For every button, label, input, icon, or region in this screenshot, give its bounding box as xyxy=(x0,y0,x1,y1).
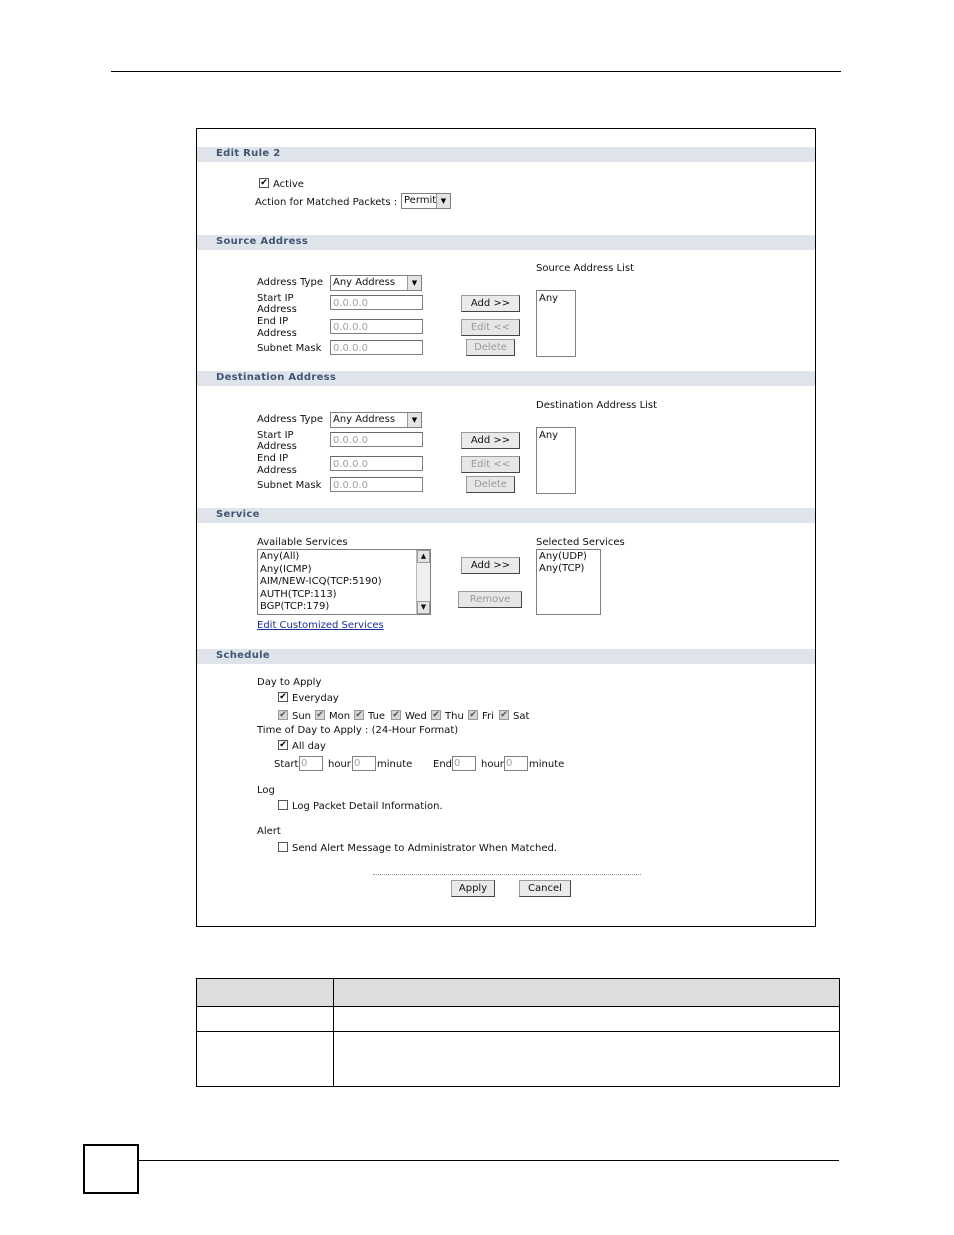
page-number-box xyxy=(83,1144,139,1194)
schedule-title: Schedule xyxy=(216,650,270,661)
destination-address-type-value: Any Address xyxy=(333,414,396,425)
allday-label: All day xyxy=(292,741,326,752)
destination-edit-button[interactable]: Edit << xyxy=(461,456,520,473)
log-checkbox[interactable] xyxy=(278,800,288,810)
table-header-cell xyxy=(197,979,334,1007)
list-item[interactable]: BGP(TCP:179) xyxy=(260,601,330,612)
list-item[interactable]: Any(ICMP) xyxy=(260,563,312,575)
sat-checkbox[interactable]: ✔ xyxy=(500,710,508,720)
source-end-ip-label-2: Address xyxy=(257,328,297,339)
list-item[interactable]: Any(All) xyxy=(260,551,300,562)
destination-delete-button[interactable]: Delete xyxy=(466,476,515,493)
scrollbar[interactable] xyxy=(416,550,430,614)
edit-rule-header xyxy=(197,147,815,162)
source-start-ip-label: Start IP xyxy=(257,293,294,304)
start-hour-input[interactable]: 0 xyxy=(299,756,323,771)
table-cell xyxy=(197,1032,334,1087)
end-minute-input[interactable]: 0 xyxy=(504,756,528,771)
available-services-label: Available Services xyxy=(257,537,348,548)
source-address-header xyxy=(197,235,815,250)
day-to-apply-label: Day to Apply xyxy=(257,677,322,688)
destination-end-ip-label-2: Address xyxy=(257,465,297,476)
alert-label: Alert xyxy=(257,826,281,837)
destination-subnet-label: Subnet Mask xyxy=(257,480,322,491)
end-hour-input[interactable]: 0 xyxy=(452,756,476,771)
source-address-type-value: Any Address xyxy=(333,277,396,288)
destination-address-list[interactable] xyxy=(536,427,576,494)
sun-checkbox[interactable]: ✔ xyxy=(279,710,287,720)
chevron-down-icon: ▼ xyxy=(407,413,421,427)
table-cell xyxy=(197,1007,334,1032)
log-label: Log xyxy=(257,785,275,796)
source-subnet-input[interactable]: 0.0.0.0 xyxy=(330,340,423,355)
edit-customized-services-link[interactable]: Edit Customized Services xyxy=(257,620,384,631)
source-end-ip-input[interactable]: 0.0.0.0 xyxy=(330,319,423,334)
destination-list-title: Destination Address List xyxy=(536,400,658,411)
chevron-down-icon: ▼ xyxy=(407,276,421,290)
edit-rule-title: Edit Rule 2 xyxy=(216,148,281,159)
list-item[interactable]: AIM/NEW-ICQ(TCP:5190) xyxy=(260,576,382,587)
destination-subnet-input[interactable]: 0.0.0.0 xyxy=(330,477,423,492)
end-hour-label: hour xyxy=(481,759,504,770)
schedule-header xyxy=(197,649,815,664)
list-item[interactable]: Any(TCP) xyxy=(539,563,585,574)
destination-address-title: Destination Address xyxy=(216,372,337,383)
selected-services-label: Selected Services xyxy=(536,537,625,548)
edit-rule-panel xyxy=(196,128,816,927)
source-delete-button[interactable]: Delete xyxy=(466,339,515,356)
alert-checkbox[interactable] xyxy=(278,842,288,852)
cancel-button[interactable]: Cancel xyxy=(519,880,571,897)
description-table xyxy=(196,978,840,1087)
mon-checkbox[interactable]: ✔ xyxy=(316,710,324,720)
action-select[interactable] xyxy=(401,193,451,209)
source-address-list[interactable] xyxy=(536,290,576,357)
sat-label: Sat xyxy=(513,711,530,722)
service-header xyxy=(197,508,815,523)
fri-label: Fri xyxy=(482,711,494,722)
thu-checkbox[interactable]: ✔ xyxy=(432,710,440,720)
list-item[interactable]: AUTH(TCP:113) xyxy=(260,588,337,600)
service-remove-button[interactable]: Remove xyxy=(458,591,522,608)
fri-checkbox[interactable]: ✔ xyxy=(469,710,477,720)
source-address-title: Source Address xyxy=(216,236,309,247)
active-checkbox[interactable]: ✔ xyxy=(260,178,268,188)
alert-checkbox-label: Send Alert Message to Administrator When Matched. xyxy=(292,843,558,854)
page-header-rule xyxy=(111,71,841,72)
destination-address-type-select[interactable] xyxy=(330,412,422,428)
active-label: Active xyxy=(273,179,304,190)
action-select-value: Permit xyxy=(404,195,437,206)
everyday-label: Everyday xyxy=(292,693,339,704)
table-header-row xyxy=(197,979,840,1007)
start-minute-input[interactable]: 0 xyxy=(352,756,376,771)
end-minute-label: minute xyxy=(529,759,565,770)
start-minute-label: minute xyxy=(377,759,413,770)
service-title: Service xyxy=(216,509,260,520)
list-item[interactable]: Any xyxy=(539,430,559,441)
destination-end-ip-input[interactable]: 0.0.0.0 xyxy=(330,456,423,471)
destination-start-ip-input[interactable]: 0.0.0.0 xyxy=(330,432,423,447)
start-label: Start xyxy=(274,759,299,770)
source-edit-button[interactable]: Edit << xyxy=(461,319,520,336)
destination-add-button[interactable]: Add >> xyxy=(461,432,520,449)
source-end-ip-label: End IP xyxy=(257,316,289,327)
scroll-up-arrow-icon[interactable]: ▲ xyxy=(417,550,430,563)
apply-button[interactable]: Apply xyxy=(451,880,495,897)
table-row xyxy=(197,1032,840,1087)
wed-checkbox[interactable]: ✔ xyxy=(392,710,400,720)
table-cell xyxy=(334,1007,840,1032)
source-address-type-select[interactable] xyxy=(330,275,422,291)
table-cell xyxy=(334,1032,840,1087)
allday-checkbox[interactable]: ✔ xyxy=(279,740,287,750)
tue-label: Tue xyxy=(368,711,386,722)
chevron-down-icon: ▼ xyxy=(436,194,450,208)
time-of-day-label: Time of Day to Apply : (24-Hour Format) xyxy=(257,725,459,736)
selected-services-list[interactable] xyxy=(536,549,601,615)
action-label: Action for Matched Packets : xyxy=(255,197,398,208)
table-row xyxy=(197,1007,840,1032)
destination-address-header xyxy=(197,371,815,386)
source-start-ip-label-2: Address xyxy=(257,304,297,315)
source-list-title: Source Address List xyxy=(536,263,635,274)
table-header-cell xyxy=(334,979,840,1007)
source-subnet-label: Subnet Mask xyxy=(257,343,322,354)
wed-label: Wed xyxy=(405,711,427,722)
source-address-type-label: Address Type xyxy=(257,277,323,288)
page-footer-rule xyxy=(139,1160,839,1161)
sun-label: Sun xyxy=(292,711,312,722)
mon-label: Mon xyxy=(329,711,351,722)
source-start-ip-input[interactable]: 0.0.0.0 xyxy=(330,295,423,310)
service-add-button[interactable]: Add >> xyxy=(461,557,520,574)
start-hour-label: hour xyxy=(328,759,351,770)
source-add-button[interactable]: Add >> xyxy=(461,295,520,312)
divider xyxy=(373,874,641,875)
destination-start-ip-label-2: Address xyxy=(257,441,297,452)
thu-label: Thu xyxy=(445,711,464,722)
destination-address-type-label: Address Type xyxy=(257,414,323,425)
destination-end-ip-label: End IP xyxy=(257,453,289,464)
list-item[interactable]: Any(UDP) xyxy=(539,551,587,562)
scroll-down-arrow-icon[interactable]: ▼ xyxy=(417,601,430,614)
available-services-list[interactable] xyxy=(257,549,431,615)
end-label: End xyxy=(433,759,453,770)
everyday-checkbox[interactable]: ✔ xyxy=(279,692,287,702)
log-checkbox-label: Log Packet Detail Information. xyxy=(292,801,443,812)
destination-start-ip-label: Start IP xyxy=(257,430,294,441)
tue-checkbox[interactable]: ✔ xyxy=(355,710,363,720)
list-item[interactable]: Any xyxy=(539,293,559,304)
